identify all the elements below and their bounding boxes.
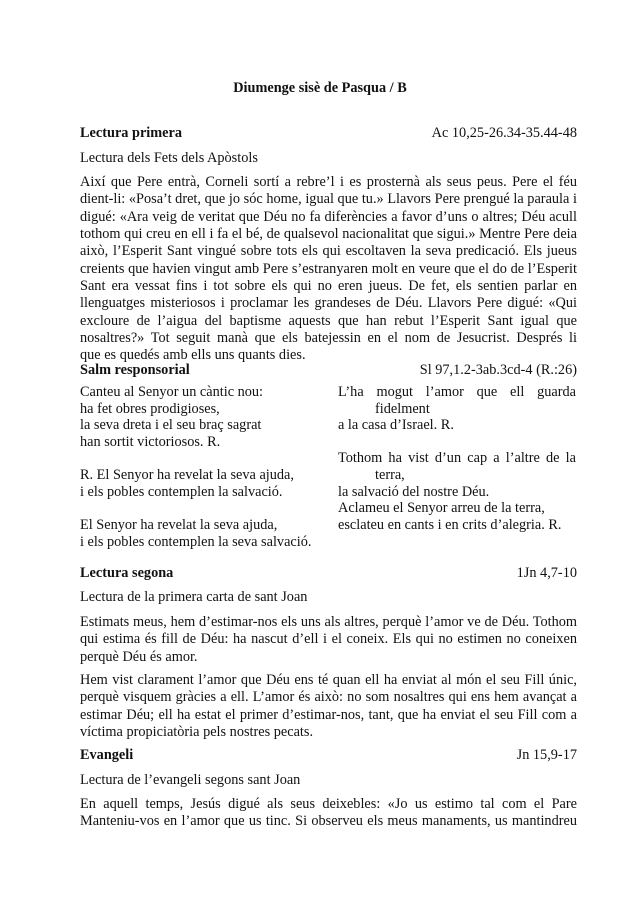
reading2-paragraph-2 (80, 672, 577, 741)
text-line: perquè visquem gràcies a ell. L’amor és això: no som nosaltres qui ens hem avançat a (80, 689, 577, 706)
text-line: tothom qui creu en ell i fa el bé, de qualsevol nacionalitat que sigui.» Mentre Pere deia (80, 226, 577, 243)
reading1-heading: Lectura primera (80, 125, 183, 141)
psalm-right-column (338, 384, 576, 533)
text-line: Així que Pere entrà, Corneli sortí a rebre’l i es prosternà als seus peus. Pere el féu (80, 174, 577, 190)
gospel-body (80, 796, 577, 831)
reading1-intro: Lectura dels Fets dels Apòstols (80, 150, 258, 166)
text-line: Hem vist clarament l’amor que Déu ens té quan ell ha enviat al món el seu Fill únic, (80, 672, 577, 688)
verse-line: Tothom ha vist d’un cap a l’altre de la (338, 450, 576, 467)
reading1-body (80, 174, 577, 365)
verse-line: a la casa d’Israel. R. (338, 417, 454, 434)
verse-line: i els pobles contemplen la salvació. (80, 484, 283, 501)
verse-line: Canteu al Senyor un càntic nou: (80, 384, 264, 400)
verse-line: R. El Senyor ha revelat la seva ajuda, (80, 467, 294, 484)
verse-line: ha fet obres prodigioses, (80, 400, 220, 417)
text-line: excloure de l’aigua del baptisme aquests que han rebut l’Esperit Sant igual que (80, 312, 577, 329)
verse-line: L’ha mogut l’amor que ell guarda (338, 384, 576, 400)
reading2-paragraph-1 (80, 614, 577, 666)
text-line: Estimats meus, hem d’estimar-nos els uns als altres, perquè l’amor ve de Déu. Tothom (80, 614, 577, 630)
verse-line: esclateu en cants i en crits d’alegria. R. (338, 516, 562, 533)
verse-line: i els pobles contemplen la seva salvació. (80, 533, 312, 550)
verse-line: El Senyor ha revelat la seva ajuda, (80, 517, 278, 534)
verse-line: la salvació del nostre Déu. (338, 483, 490, 500)
reading2-heading: Lectura segona (80, 565, 174, 581)
verse-line: la seva dreta i el seu braç sagrat (80, 417, 262, 434)
gospel-intro: Lectura de l’evangeli segons sant Joan (80, 772, 301, 788)
text-line: dient-li: «Posa’t dret, que jo sóc home, igual que tu.» Llavors Pere prengué la paraula i (80, 191, 577, 208)
text-line: perquè Déu és amor. (80, 648, 198, 665)
psalm-reference: Sl 97,1.2-3ab.3cd-4 (R.:26) (419, 362, 577, 378)
gospel-reference: Jn 15,9-17 (516, 747, 577, 763)
text-line: això, l’Esperit Sant vingué sobre tots els qui escoltaven la seva predicació. Els jueus (80, 243, 577, 260)
reading1-reference: Ac 10,25-26.34-35.44-48 (431, 125, 577, 141)
text-line: estimar Déu; ell ha estat el primer d’estimar-nos, tant, que ha enviat el seu Fill com a (80, 706, 577, 723)
text-line: Sant era vessat fins i tot sobre els qui no eren jueus. De fet, els sentien parlar en (80, 278, 577, 295)
page-title: Diumenge sisè de Pasqua / B (233, 80, 407, 96)
psalm-left-column (80, 384, 320, 550)
reading2-intro: Lectura de la primera carta de sant Joan (80, 589, 308, 605)
verse-line: terra, (375, 466, 405, 483)
verse-line: han sortit victoriosos. R. (80, 433, 221, 450)
text-line: nosaltres?» Tot seguit manà que els batejessin en el nom de Jesucrist. Després li (80, 330, 577, 347)
text-line: que es quedés amb ells uns quants dies. (80, 347, 306, 364)
gospel-heading: Evangeli (80, 747, 134, 763)
verse-line: fidelment (375, 400, 430, 417)
text-line: llenguatges misteriosos i proclamar les grandeses de Déu. Llavors Pere digué: «Qui (80, 295, 577, 312)
reading2-reference: 1Jn 4,7-10 (516, 565, 577, 581)
text-line: creients que havien vingut amb Pere s’estranyaren molt en veure que el do de l’Esperit (80, 260, 577, 277)
verse-line: Aclameu el Senyor arreu de la terra, (338, 500, 545, 517)
psalm-heading: Salm responsorial (80, 362, 190, 378)
text-line: En aquell temps, Jesús digué als seus deixebles: «Jo us estimo tal com el Pare (80, 796, 577, 812)
text-line: digué: «Ara veig de veritat que Déu no fa diferències a favor d’uns o altres; Déu acull (80, 208, 577, 225)
text-line: Manteniu-vos en l’amor que us tinc. Si observeu els meus manaments, us mantindreu (80, 813, 577, 830)
text-line: qui estima és fill de Déu: ha nascut d’ell i el coneix. Els qui no estimen no coneixen (80, 631, 577, 648)
text-line: víctima propiciatòria pels nostres pecats. (80, 724, 314, 741)
